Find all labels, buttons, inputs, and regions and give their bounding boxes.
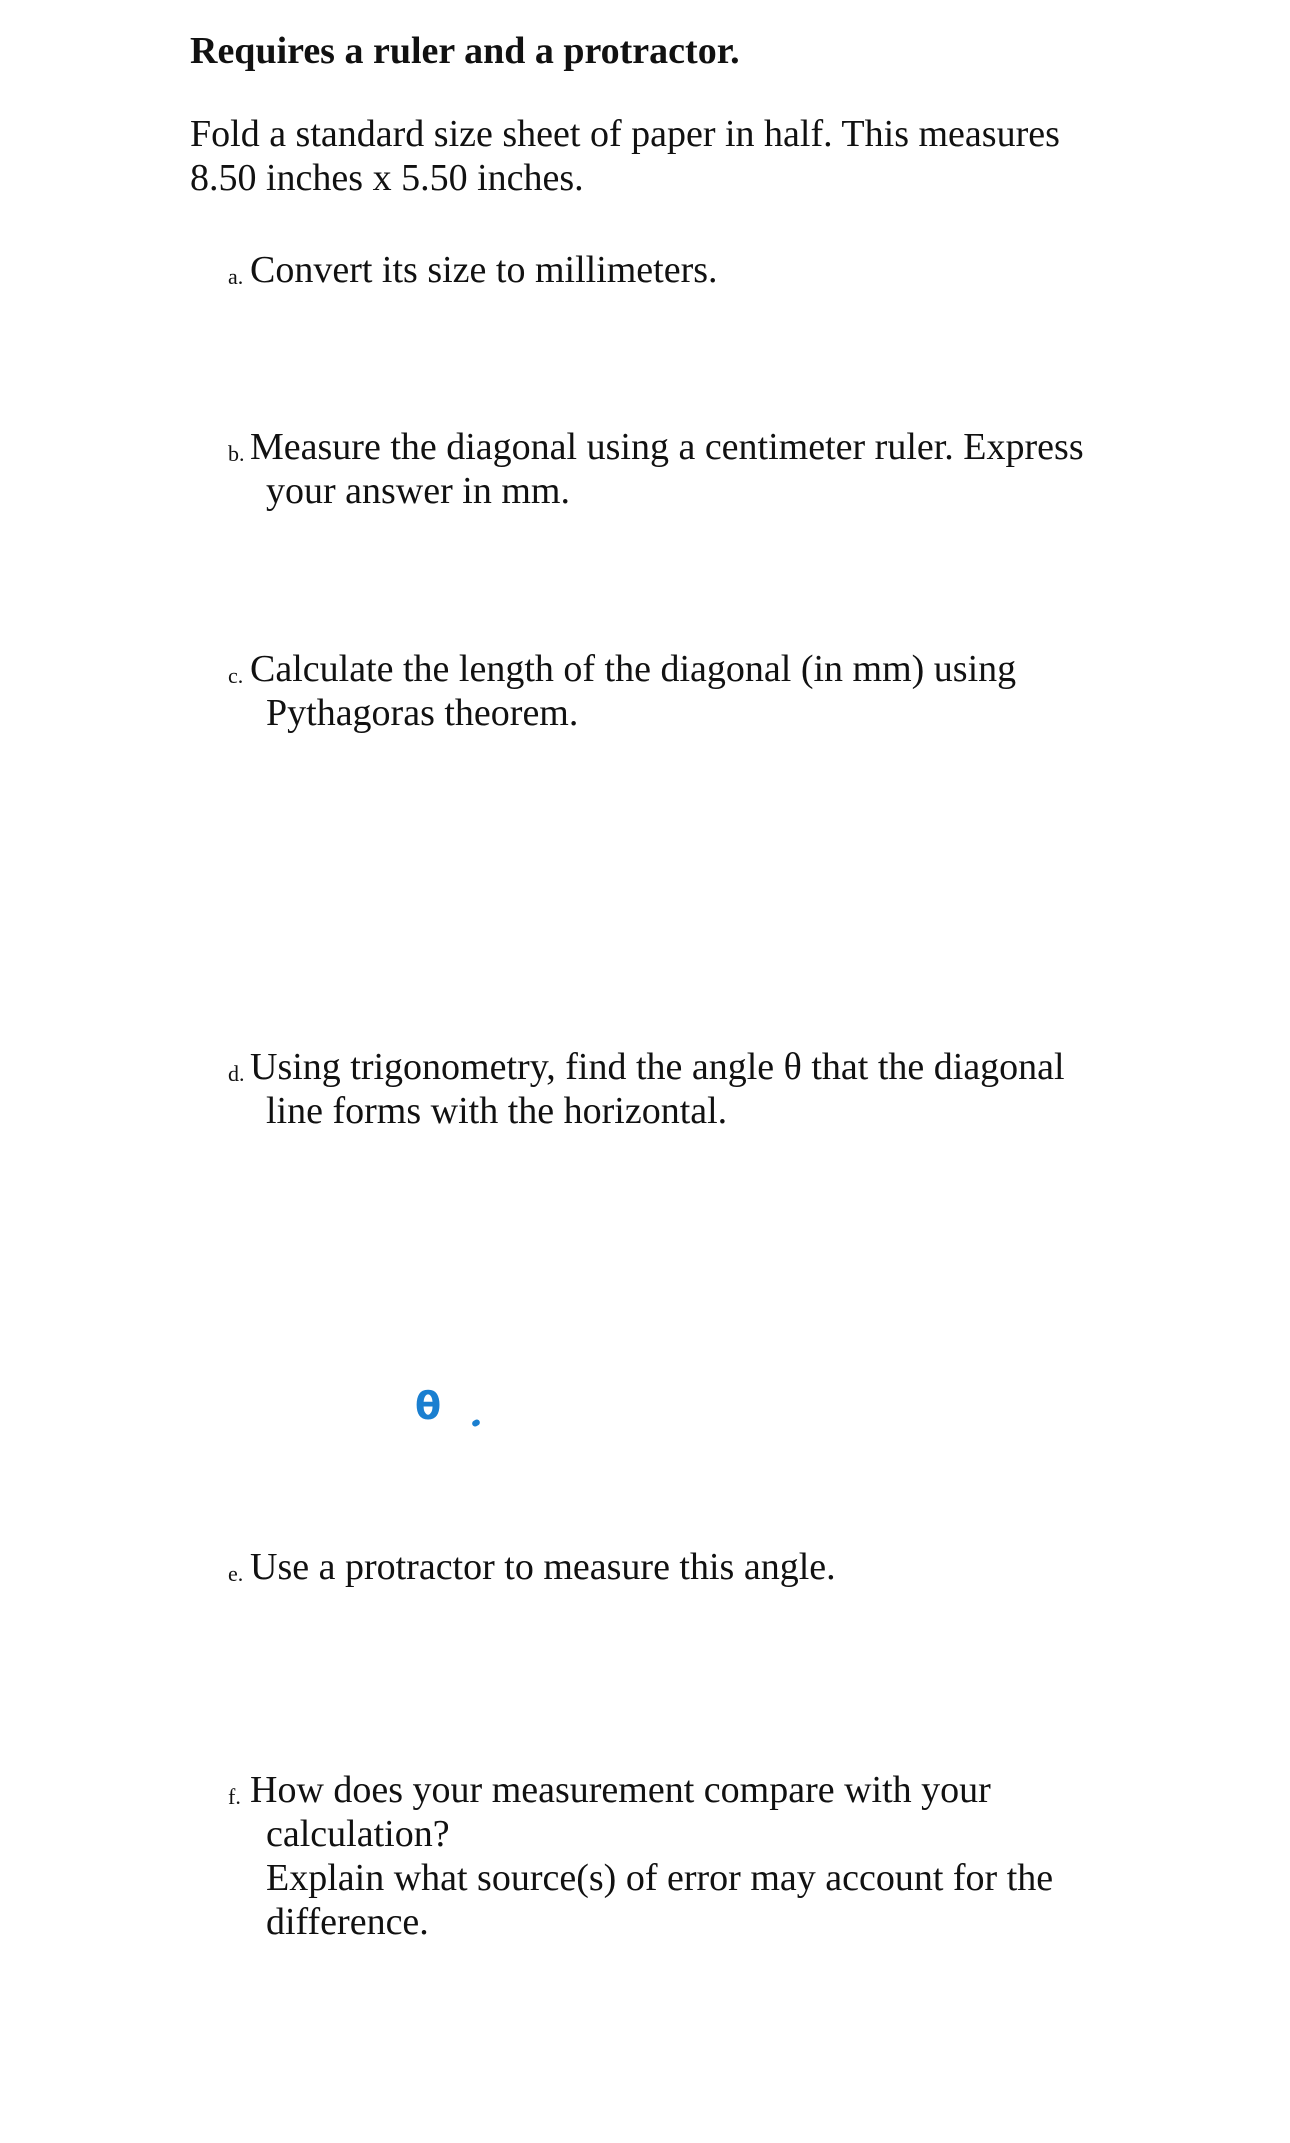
intro-paragraph [190, 112, 1170, 200]
question-e [228, 1545, 1128, 1589]
question-d-line-1: Using trigonometry, find the angle θ that the diagonal [250, 1046, 1065, 1088]
question-b [228, 425, 1128, 513]
question-f-line-1: How does your measurement compare with your [250, 1769, 991, 1811]
question-letter-b: b. [228, 441, 245, 466]
question-a-line-1: Convert its size to millimeters. [250, 249, 718, 291]
question-letter-e: e. [228, 1561, 244, 1586]
question-letter-d: d. [228, 1061, 245, 1086]
question-letter-f: f. [228, 1784, 241, 1809]
question-d-line-2: line forms with the horizontal. [266, 1090, 728, 1132]
question-letter-a: a. [228, 264, 244, 289]
question-c [228, 647, 1128, 735]
intro-line-1: Fold a standard size sheet of paper in half. This measures [190, 113, 1060, 155]
question-b-line-1: Measure the diagonal using a centimeter ruler. Express [250, 426, 1084, 468]
question-a [228, 248, 1128, 292]
question-f-line-2: calculation? [266, 1813, 450, 1855]
theta-annotation: θ [415, 1384, 442, 1428]
question-c-line-1: Calculate the length of the diagonal (in mm) using [250, 648, 1017, 690]
question-f-line-3: Explain what source(s) of error may account for the [266, 1857, 1054, 1899]
question-f [228, 1768, 1128, 1944]
question-e-line-1: Use a protractor to measure this angle. [250, 1546, 836, 1588]
worksheet-heading: Requires a ruler and a protractor. [190, 30, 740, 72]
intro-line-2: 8.50 inches x 5.50 inches. [190, 157, 584, 199]
question-c-line-2: Pythagoras theorem. [266, 692, 579, 734]
question-letter-c: c. [228, 663, 244, 688]
question-d [228, 1045, 1128, 1133]
question-b-line-2: your answer in mm. [266, 470, 570, 512]
theta-annotation-dot [471, 1418, 481, 1427]
question-f-line-4: difference. [266, 1901, 429, 1943]
